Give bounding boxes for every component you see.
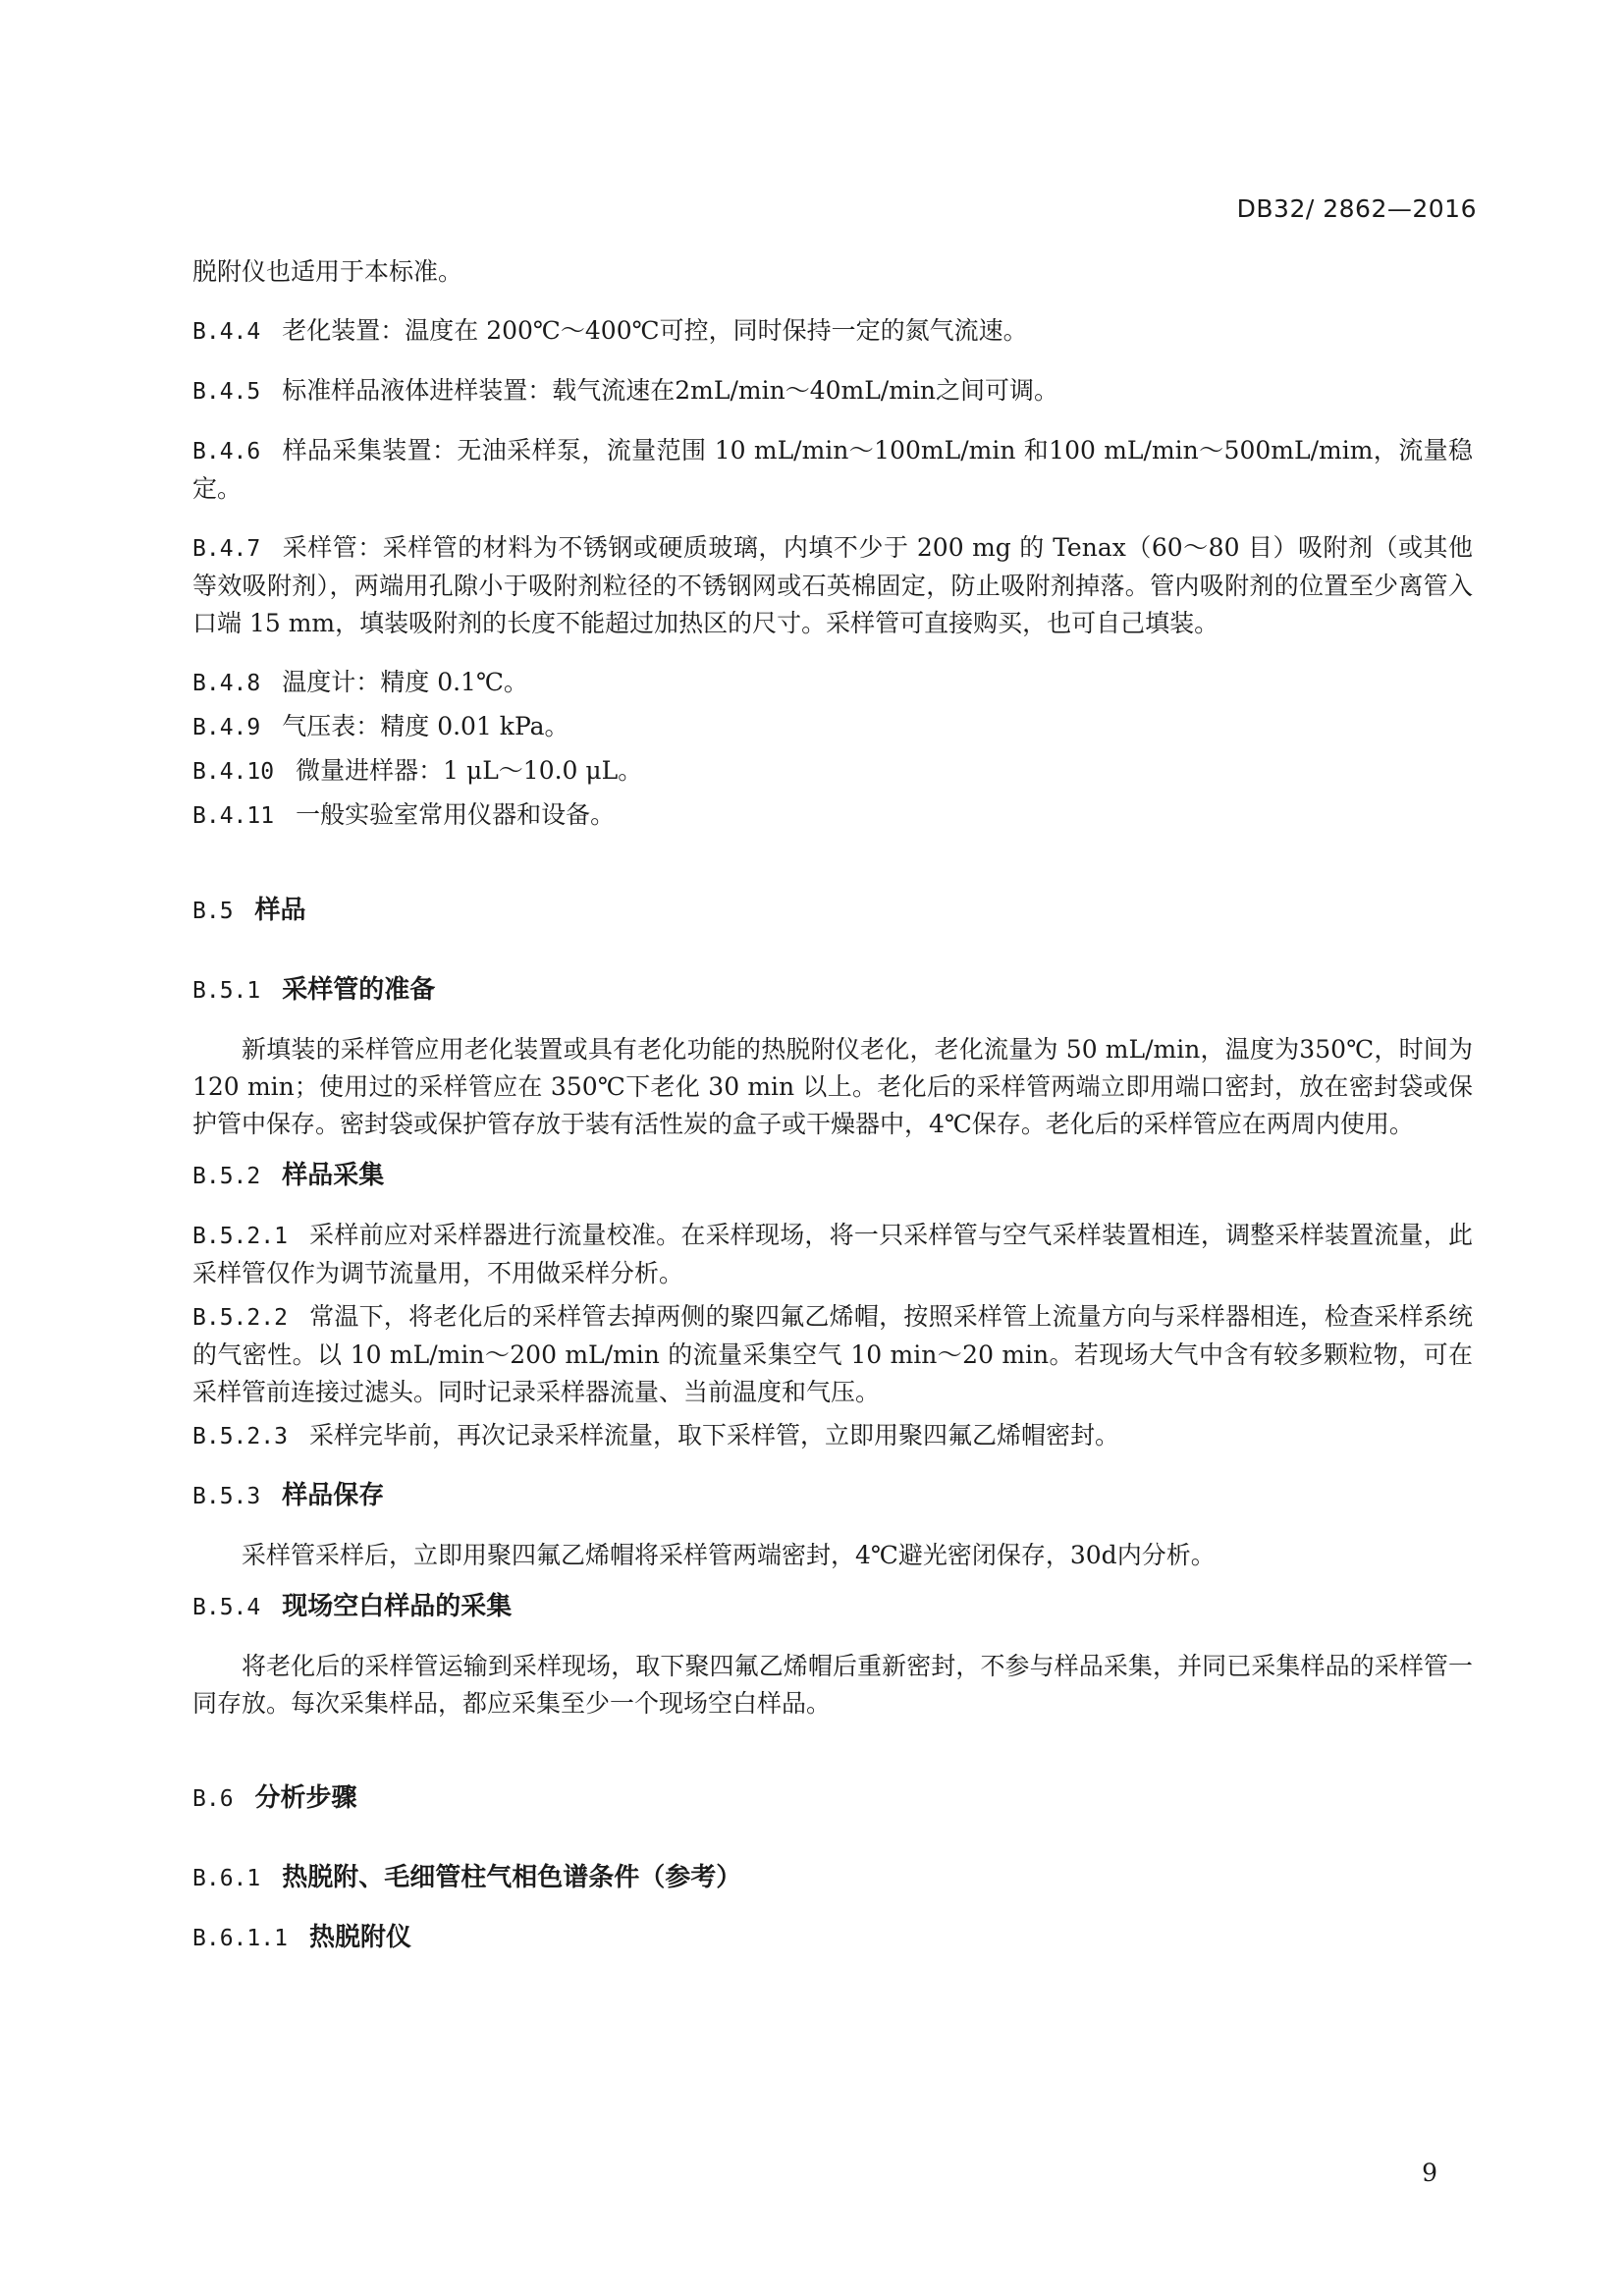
standard-number: DB32/ 2862—2016	[1236, 194, 1477, 223]
clause-text: 新填装的采样管应用老化装置或具有老化功能的热脱附仪老化，老化流量为 50 mL/min，温度为350℃，时间为 120 min；使用过的采样管应在 350℃下老化 30 min 以上。老化后的采样管两端立即用端口密封，放在密封袋或保护管中保存。密封袋或保护管存放于装有活性炭的盒子或干燥器中，4℃保存。老化后的采样管应在两周内使用。	[192, 1035, 1473, 1138]
clause-number: B.5.2	[192, 1164, 261, 1189]
clause-number: B.5	[192, 899, 234, 924]
clause-text: 热脱附仪	[308, 1923, 411, 1952]
clause-text: 样品采集装置：无油采样泵，流量范围 10 mL/min～100mL/min 和100 mL/min～500mL/mim，流量稳定。	[192, 436, 1473, 503]
clause-number: B.4.9	[192, 715, 261, 740]
clause-text: 常温下，将老化后的采样管去掉两侧的聚四氟乙烯帽，按照采样管上流量方向与采样器相连，检查采样系统的气密性。以 10 mL/min～200 mL/min 的流量采集空气 10 min～20 min。若现场大气中含有较多颗粒物，可在采样管前连接过滤头。同时记录采样器流量、当前温度和气压。	[192, 1302, 1473, 1406]
clause-number: B.5.3	[192, 1484, 261, 1509]
clause-text: 脱附仪也适用于本标准。	[192, 257, 463, 286]
subsection-heading	[192, 1477, 1473, 1515]
paragraph	[192, 1217, 1473, 1292]
clause-number: B.6.1.1	[192, 1926, 288, 1951]
clause-number: B.4.8	[192, 671, 261, 696]
subsection-heading	[192, 971, 1473, 1010]
paragraph	[192, 664, 1473, 702]
subsection-heading	[192, 1859, 1473, 1897]
clause-text: 微量进样器：1 μL～10.0 μL。	[296, 756, 643, 785]
clause-number: B.5.1	[192, 978, 261, 1004]
clause-number: B.4.11	[192, 803, 275, 829]
clause-text: 现场空白样品的采集	[282, 1592, 513, 1621]
paragraph	[192, 708, 1473, 746]
paragraph	[192, 752, 1473, 791]
section-heading	[192, 892, 1473, 930]
paragraph	[192, 529, 1473, 642]
clause-number: B.5.2.1	[192, 1224, 288, 1249]
clause-number: B.5.2.3	[192, 1424, 288, 1449]
paragraph	[192, 312, 1473, 351]
subsection-heading	[192, 1588, 1473, 1626]
page-content	[192, 253, 1473, 1979]
clause-number: B.6.1	[192, 1866, 261, 1891]
paragraph	[192, 1537, 1473, 1574]
clause-text: 将老化后的采样管运输到采样现场，取下聚四氟乙烯帽后重新密封，不参与样品采集，并同已采集样品的采样管一同存放。每次采集样品，都应采集至少一个现场空白样品。	[192, 1652, 1473, 1718]
subsection-heading	[192, 1919, 1473, 1957]
clause-number: B.4.5	[192, 379, 261, 405]
clause-text: 气压表：精度 0.01 kPa。	[282, 712, 569, 740]
clause-number: B.4.6	[192, 439, 261, 465]
page-number: 9	[1422, 2159, 1437, 2187]
paragraph	[192, 1298, 1473, 1411]
paragraph	[192, 1031, 1473, 1143]
paragraph	[192, 796, 1473, 835]
clause-text: 样品保存	[282, 1481, 385, 1510]
clause-text: 标准样品液体进样装置：载气流速在2mL/min～40mL/min之间可调。	[282, 376, 1059, 405]
clause-number: B.5.4	[192, 1595, 261, 1620]
clause-text: 样品	[254, 896, 306, 925]
clause-text: 采样管的准备	[282, 975, 436, 1005]
clause-text: 采样前应对采样器进行流量校准。在采样现场，将一只采样管与空气采样装置相连，调整采样装置流量，此采样管仅作为调节流量用，不用做采样分析。	[192, 1221, 1473, 1287]
clause-number: B.4.4	[192, 319, 261, 345]
clause-text: 采样完毕前，再次记录采样流量，取下采样管，立即用聚四氟乙烯帽密封。	[308, 1421, 1119, 1449]
clause-text: 采样管采样后，立即用聚四氟乙烯帽将采样管两端密封，4℃避光密闭保存，30d内分析。	[242, 1541, 1216, 1569]
clause-number: B.4.7	[192, 536, 261, 562]
paragraph	[192, 432, 1473, 508]
clause-number: B.4.10	[192, 759, 275, 785]
clause-number: B.6	[192, 1786, 234, 1812]
clause-text: 采样管：采样管的材料为不锈钢或硬质玻璃，内填不少于 200 mg 的 Tenax（60～80 目）吸附剂（或其他等效吸附剂），两端用孔隙小于吸附剂粒径的不锈钢网或石英棉固定，防止吸附剂掉落。管内吸附剂的位置至少离管入口端 15 mm，填装吸附剂的长度不能超过加热区的尺寸。采样管可直接购买，也可自己填装。	[192, 533, 1473, 637]
clause-text: 老化装置：温度在 200℃～400℃可控，同时保持一定的氮气流速。	[282, 316, 1028, 345]
clause-text: 温度计：精度 0.1℃。	[282, 668, 528, 696]
paragraph	[192, 1648, 1473, 1722]
clause-text: 样品采集	[282, 1161, 385, 1190]
subsection-heading	[192, 1157, 1473, 1195]
clause-number: B.5.2.2	[192, 1305, 288, 1331]
clause-text: 分析步骤	[254, 1783, 357, 1813]
section-heading	[192, 1779, 1473, 1818]
paragraph	[192, 1417, 1473, 1455]
clause-text: 一般实验室常用仪器和设备。	[296, 800, 616, 829]
clause-text: 热脱附、毛细管柱气相色谱条件（参考）	[282, 1863, 742, 1892]
paragraph	[192, 253, 1473, 291]
paragraph	[192, 372, 1473, 410]
